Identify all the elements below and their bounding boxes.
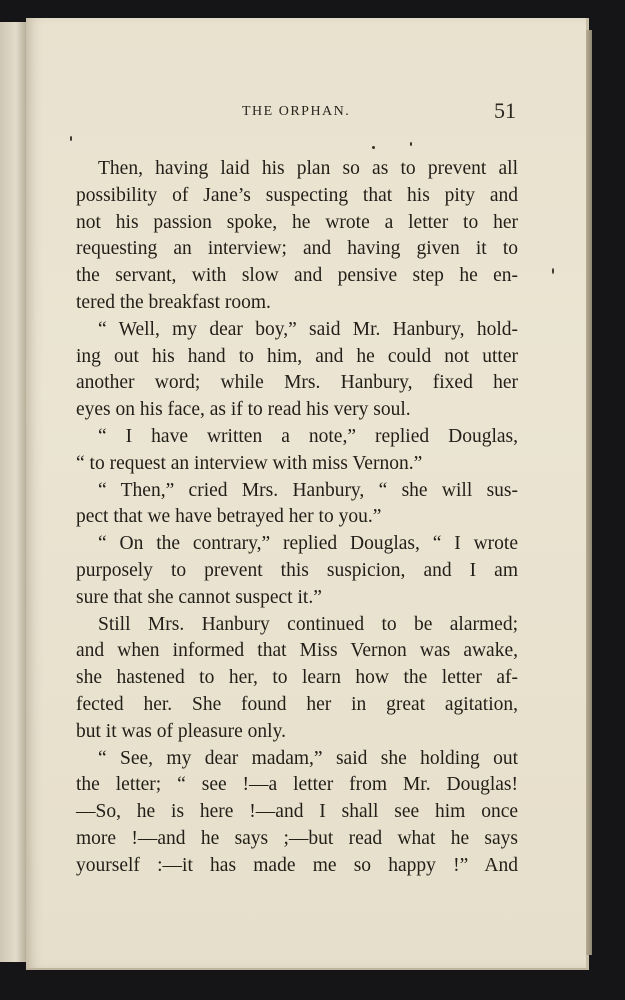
text-line: “ Then,” cried Mrs. Hanbury, “ she will sus-	[98, 479, 518, 501]
text-line: the servant, with slow and pensive step he en-	[76, 265, 518, 287]
text-line: purposely to prevent this suspicion, and I am	[76, 559, 518, 581]
body-text	[76, 156, 518, 880]
text-line: more !—and he says ;—but read what he says	[76, 827, 518, 849]
text-line: sure that she cannot suspect it.”	[76, 586, 322, 608]
facing-page-edge	[0, 22, 27, 962]
text-line: yourself :—it has made me so happy !” And	[76, 854, 518, 876]
ink-speck	[372, 146, 375, 149]
text-line: fected her. She found her in great agitation,	[76, 693, 518, 715]
text-line: “ I have written a note,” replied Douglas,	[98, 425, 518, 447]
text-line: possibility of Jane’s suspecting that his pity and	[76, 184, 518, 206]
text-line: “ to request an interview with miss Vernon.”	[76, 452, 423, 474]
text-line: ing out his hand to him, and he could not utter	[76, 345, 518, 367]
running-title: THE ORPHAN.	[242, 104, 351, 119]
text-line: but it was of pleasure only.	[76, 720, 286, 742]
text-line: Still Mrs. Hanbury continued to be alarmed;	[98, 613, 518, 635]
text-line: requesting an interview; and having given it to	[76, 238, 518, 260]
text-line: not his passion spoke, he wrote a letter to her	[76, 211, 518, 233]
page-header	[26, 98, 586, 134]
text-line: “ On the contrary,” replied Douglas, “ I wrote	[98, 533, 518, 555]
page-fore-edge	[586, 30, 592, 955]
text-line: another word; while Mrs. Hanbury, fixed her	[76, 372, 518, 394]
book-page	[26, 18, 589, 970]
ink-speck	[70, 136, 72, 141]
text-line: and when informed that Miss Vernon was awake,	[76, 640, 518, 662]
text-line: she hastened to her, to learn how the letter af-	[76, 667, 518, 689]
ink-speck	[410, 142, 412, 146]
text-line: “ See, my dear madam,” said she holding out	[98, 747, 518, 769]
text-line: tered the breakfast room.	[76, 291, 271, 313]
text-line: —So, he is here !—and I shall see him once	[76, 801, 518, 823]
text-line: pect that we have betrayed her to you.”	[76, 506, 382, 528]
page-number: 51	[494, 98, 516, 123]
ink-speck	[552, 268, 554, 274]
text-line: “ Well, my dear boy,” said Mr. Hanbury, hold-	[98, 318, 518, 340]
text-line: Then, having laid his plan so as to prevent all	[98, 158, 518, 179]
text-line: the letter; “ see !—a letter from Mr. Douglas!	[76, 774, 518, 796]
text-line: eyes on his face, as if to read his very soul.	[76, 399, 411, 421]
